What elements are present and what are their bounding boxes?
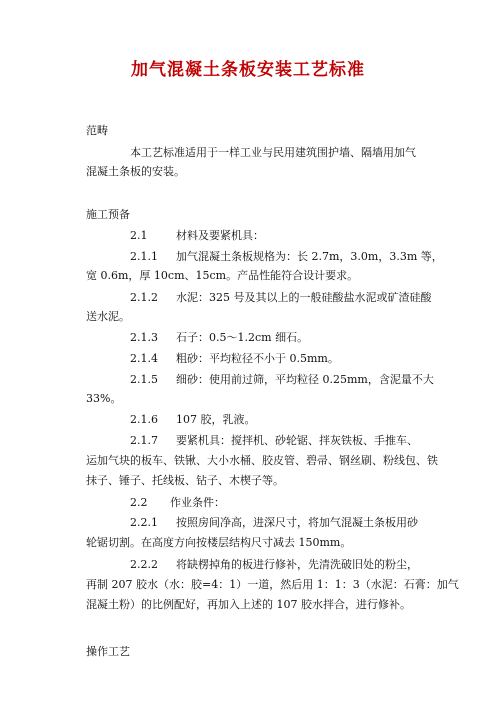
item-text: 加气混凝土条板规格为：长 2.7m，3.0m，3.3m 等， [176,250,443,263]
item-number: 2.1.4 [130,352,158,365]
item-number: 2.1.7 [130,434,158,447]
item-2-1-7 [130,431,480,450]
item-2-1-3 [130,328,480,347]
item-2-1-7-cont: 运加气块的板车、铁锹、大小水桶、胶皮管、碧帚、钢丝刷、粉线包、铁 [86,454,438,467]
item-2-1-7-cont2: 抹子、锤子、托线板、钻子、木楔子等。 [86,474,284,487]
item-2-2-2 [130,555,480,574]
item-number: 2.1 [130,229,148,242]
scope-paragraph-line1: 本工艺标准适用于一样工业与民用建筑围护墙、隔墙用加气 [130,146,416,159]
item-2-1-5-cont: 33%。 [86,392,122,405]
section-heading-scope: 范畴 [86,124,108,137]
item-2-2-1-cont: 轮锯切割。在高度方向按楼层结构尺寸减去 150mm。 [86,536,352,549]
item-2-2-2-cont2: 混凝土粉）的比例配好，再加入上述的 107 胶水拌合，进行修补。 [86,598,411,611]
item-number: 2.1.1 [130,250,158,263]
item-text: 石子：0.5～1.2cm 细石。 [176,331,309,344]
item-text: 材料及要紧机具： [176,229,264,242]
scope-paragraph-line2: 混凝土条板的安装。 [86,165,185,178]
item-text: 细砂：使用前过筛，平均粒径 0.25mm，含泥量不大 [176,373,434,386]
item-number: 2.2.1 [130,516,158,529]
item-text: 要紧机具：搅拌机、砂轮锯、拌灰铁板、手推车、 [176,434,418,447]
item-text: 按照房间净高，进深尺寸，将加气混凝土条板用砂 [176,516,418,529]
item-2-2-1 [130,513,480,532]
item-number: 2.2 [130,496,148,509]
item-2-1-2-cont: 送水泥。 [86,310,130,323]
item-text: 作业条件： [170,496,225,509]
item-number: 2.1.6 [130,413,158,426]
item-text: 107 胶，乳液。 [176,413,256,426]
section-heading-prep: 施工预备 [86,208,130,221]
document-title: 加气混凝土条板安装工艺标准 [131,60,365,80]
item-2-1-5 [130,370,480,389]
item-2-1-1-cont: 宽 0.6m，厚 10cm、15cm。产品性能符合设计要求。 [86,269,359,282]
item-2-1 [130,226,480,245]
item-2-1-6 [130,410,480,429]
section-heading-process: 操作工艺 [86,645,130,658]
item-text: 将缺楞掉角的板进行修补，先清洗破旧处的粉尘， [176,558,418,571]
item-2-1-1 [130,247,480,266]
item-number: 2.1.3 [130,331,158,344]
item-2-1-4 [130,349,480,368]
item-number: 2.1.5 [130,373,158,386]
item-text: 粗砂：平均粒径不小于 0.5mm。 [176,352,339,365]
item-2-1-2 [130,288,480,307]
item-2-2 [130,493,480,512]
item-text: 水泥：325 号及其以上的一般硅酸盐水泥或矿渣硅酸 [176,291,432,304]
item-number: 2.1.2 [130,291,158,304]
item-2-2-2-cont: 再制 207 胶水（水：胶=4：1）一道，然后用 1：1：3（水泥：石膏：加气 [86,578,459,591]
item-number: 2.2.2 [130,558,158,571]
